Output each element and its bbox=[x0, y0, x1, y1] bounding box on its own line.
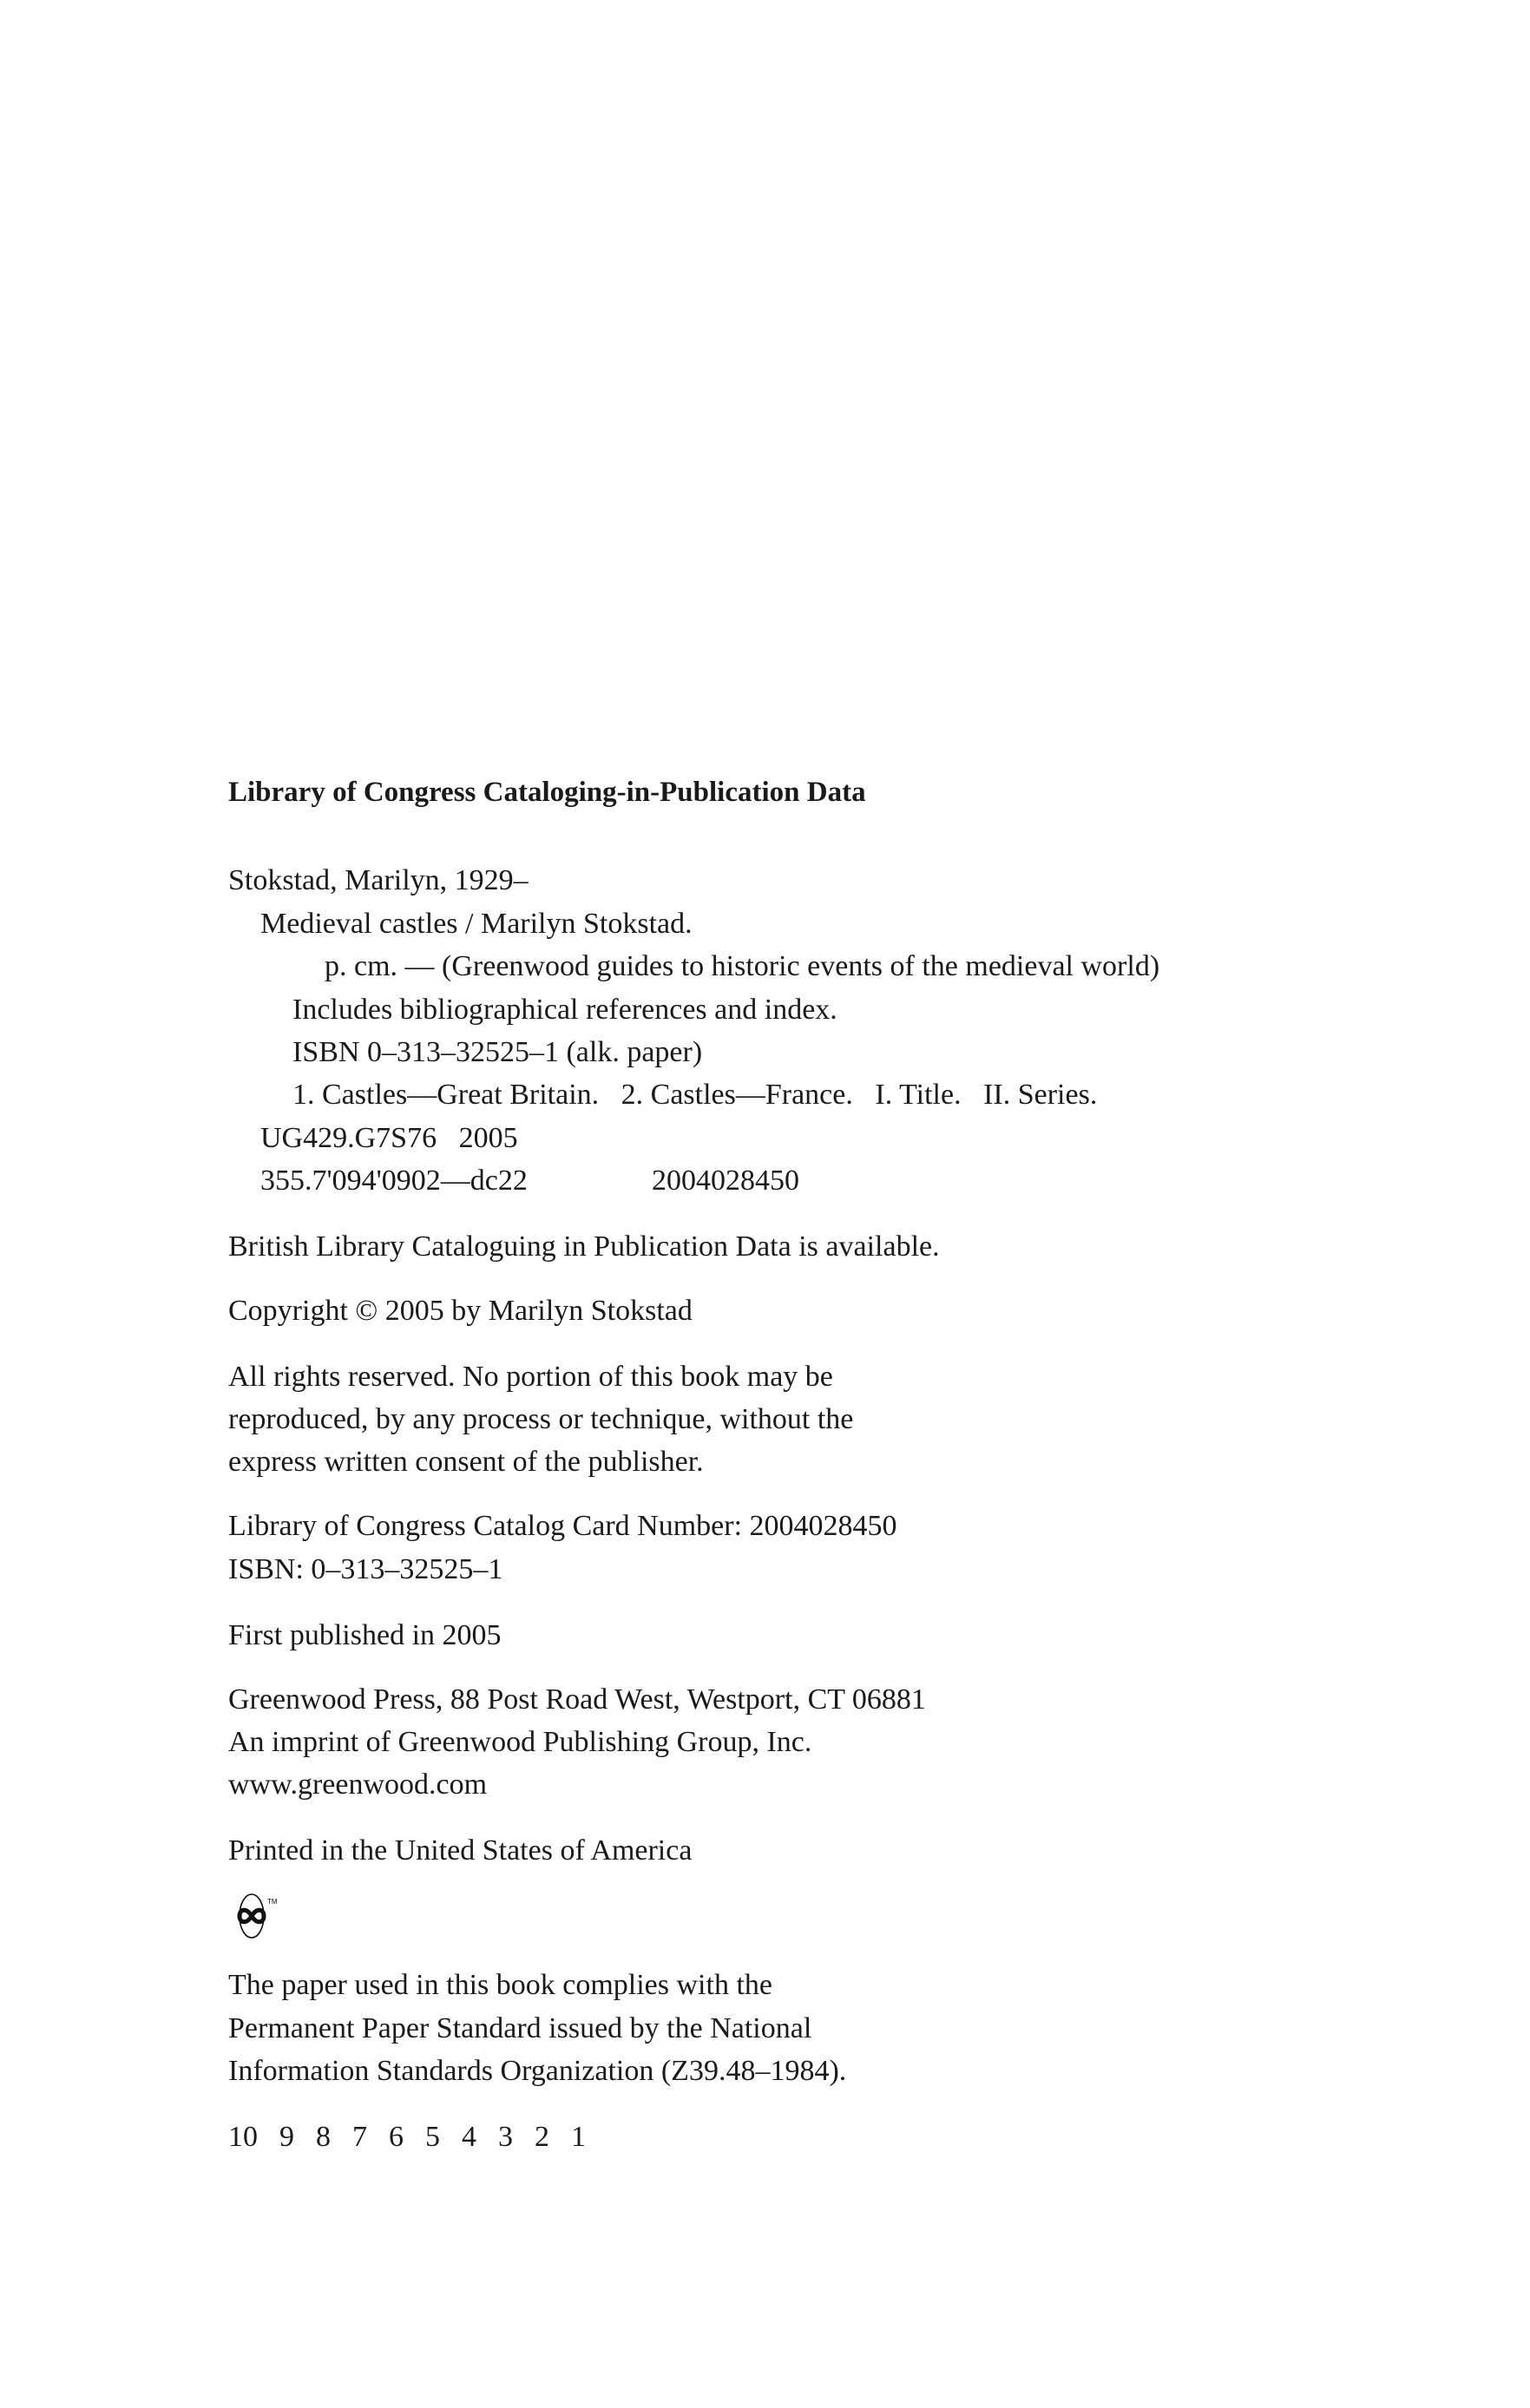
cip-heading: Library of Congress Cataloging-in-Publication Data bbox=[228, 777, 866, 808]
rights-line: reproduced, by any process or technique, without the bbox=[228, 1403, 854, 1435]
cip-title: Medieval castles / Marilyn Stokstad. bbox=[260, 908, 693, 940]
printing-line: 10 9 8 7 6 5 4 3 2 1 bbox=[228, 2121, 586, 2153]
cip-lc-class: UG429.G7S76 2005 bbox=[260, 1122, 518, 1154]
cip-subjects: 1. Castles—Great Britain. 2. Castles—France. I. Title. II. Series. bbox=[292, 1079, 1098, 1111]
trademark-mark: TM bbox=[267, 1898, 278, 1906]
card-number: Library of Congress Catalog Card Number: 2004028450 bbox=[228, 1510, 897, 1542]
cip-dewey: 355.7'094'0902—dc22 bbox=[260, 1165, 528, 1197]
paper-notice-line: Information Standards Organization (Z39.48–1984). bbox=[228, 2055, 847, 2087]
publisher-address: Greenwood Press, 88 Post Road West, Westport, CT 06881 bbox=[228, 1683, 926, 1716]
paper-notice-line: Permanent Paper Standard issued by the National bbox=[228, 2012, 812, 2044]
cip-lccn: 2004028450 bbox=[652, 1165, 799, 1197]
cip-isbn: ISBN 0–313–32525–1 (alk. paper) bbox=[292, 1036, 703, 1068]
rights-line: All rights reserved. No portion of this book may be bbox=[228, 1361, 833, 1393]
cip-dewey-line bbox=[260, 1164, 528, 1198]
cip-series: p. cm. — (Greenwood guides to historic events of the medieval world) bbox=[325, 950, 1160, 982]
printed-in: Printed in the United States of America bbox=[228, 1834, 693, 1867]
paper-notice-line: The paper used in this book complies with the bbox=[228, 1969, 772, 2001]
first-published: First published in 2005 bbox=[228, 1619, 502, 1651]
isbn-line: ISBN: 0–313–32525–1 bbox=[228, 1553, 503, 1585]
rights-line: express written consent of the publisher. bbox=[228, 1446, 704, 1478]
copyright: Copyright © 2005 by Marilyn Stokstad bbox=[228, 1295, 693, 1327]
publisher-imprint: An imprint of Greenwood Publishing Group, Inc. bbox=[228, 1726, 812, 1758]
publisher-website: www.greenwood.com bbox=[228, 1768, 488, 1801]
permanent-paper-infinity-icon bbox=[233, 1892, 285, 1940]
cip-author: Stokstad, Marilyn, 1929– bbox=[228, 864, 529, 896]
british-library-note: British Library Cataloguing in Publication Data is available. bbox=[228, 1230, 940, 1263]
cip-notes: Includes bibliographical references and index. bbox=[292, 994, 837, 1026]
